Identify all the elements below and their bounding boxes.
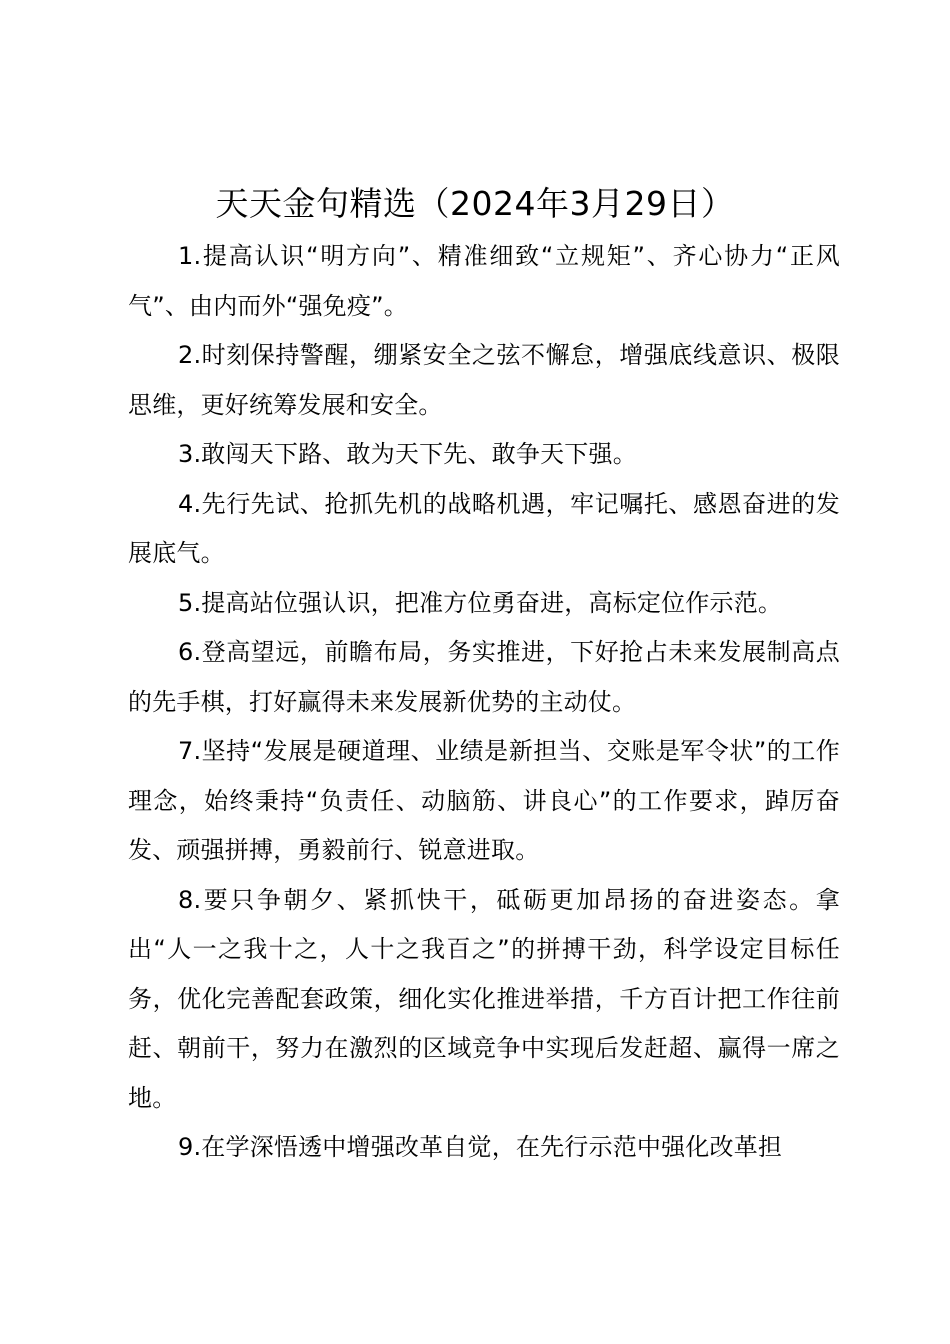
document-body — [128, 232, 840, 1173]
paragraph-7: 7.坚持“发展是硬道理、业绩是新担当、交账是军令状”的工作理念，始终秉持“负责任、动脑筋、讲良心”的工作要求，踔厉奋发、顽强拼搏，勇毅前行、锐意进取。 — [128, 737, 840, 864]
paragraph-3: 3.敢闯天下路、敢为天下先、敢争天下强。 — [178, 440, 637, 468]
paragraph-5: 5.提高站位强认识，把准方位勇奋进，高标定位作示范。 — [178, 588, 783, 617]
paragraph-1: 1.提高认识“明方向”、精准细致“立规矩”、齐心协力“正风气”、由内而外“强免疫”。 — [128, 242, 840, 320]
paragraph-2: 2.时刻保持警醒，绷紧安全之弦不懈怠，增强底线意识、极限思维，更好统筹发展和安全。 — [128, 341, 840, 419]
paragraph-9: 9.在学深悟透中增强改革自觉，在先行示范中强化改革担 — [178, 1133, 783, 1161]
document-title: 天天金句精选（2024年3月29日） — [215, 184, 735, 223]
paragraph-4: 4.先行先试、抢抓先机的战略机遇，牢记嘱托、感恩奋进的发展底气。 — [128, 489, 840, 567]
paragraph-8: 8.要只争朝夕、紧抓快干，砥砺更加昂扬的奋进姿态。拿出“人一之我十之，人十之我百之”的拼搏干劲，科学设定目标任务，优化完善配套政策，细化实化推进举措，千方百计把工作往前赶、朝前干，努力在激烈的区域竞争中实现后发赶超、赢得一席之地。 — [128, 885, 840, 1112]
paragraph-6: 6.登高望远，前瞻布局，务实推进，下好抢占未来发展制高点的先手棋，打好赢得未来发展新优势的主动仗。 — [128, 638, 840, 716]
